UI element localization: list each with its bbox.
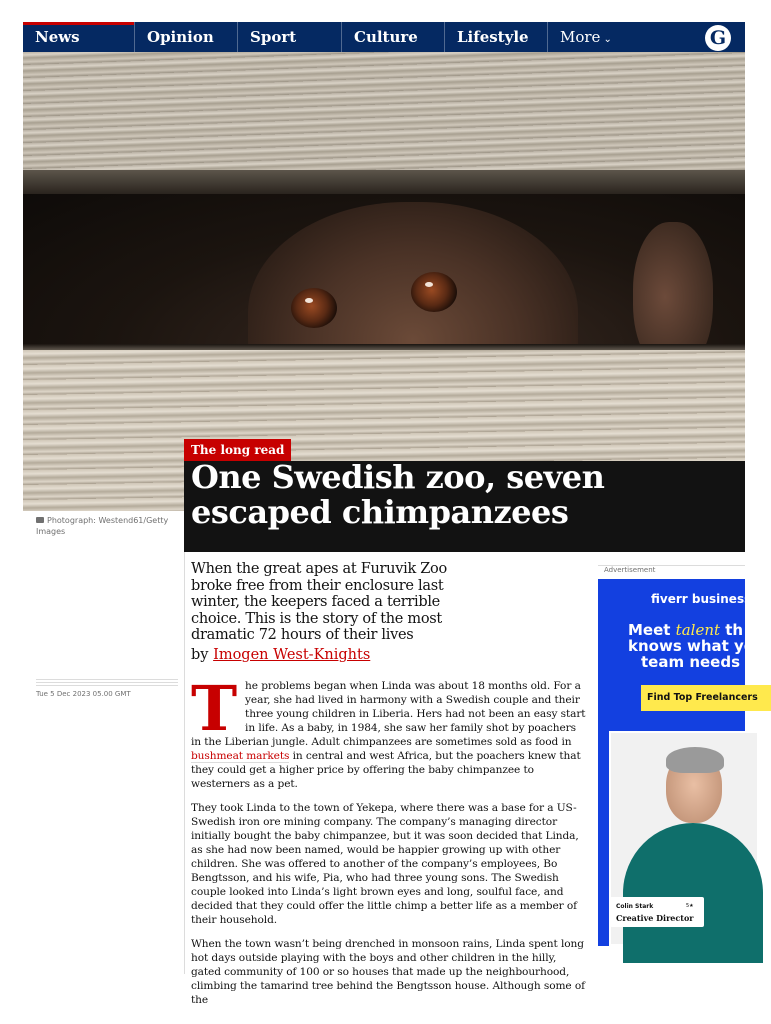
top-navigation [23,22,745,52]
person-hair [666,747,724,773]
ad-label: Advertisement [604,566,656,574]
publish-date: Tue 5 Dec 2023 05.00 GMT [36,690,131,698]
chimp-left-eye [291,288,337,328]
nav-item-culture[interactable]: Culture [341,22,444,52]
wood-plank-top [23,52,745,170]
nav-more-button[interactable] [547,22,637,52]
chimp-right-eye [411,272,457,312]
divider-lines [36,679,178,688]
photo-caption [36,515,176,537]
ad-highlight: talent [675,621,721,639]
byline [191,647,370,663]
nav-item-opinion[interactable]: Opinion [134,22,237,52]
camera-icon [36,517,44,523]
column-divider [184,552,185,974]
ad-person-name: Colin Stark [616,903,654,910]
ad-text: knows what yo [628,637,755,655]
nav-more-label: More [560,28,601,46]
series-kicker[interactable]: The long read [184,439,291,461]
paragraph-text: in central and west Africa, but the poachers knew that they could get a higher price by offering the baby chimpanzee to westerners as a pet. [191,750,581,790]
paragraph-text: he problems began when Linda was about 18 months old. For a year, she had lived in harmony with a Swedish couple and their three young children in Liberia. Hers had not been an easy start in life. As a baby, in 1984, she saw her family shot by poachers in the Liberian jungle. Adult chimpanzees are sometimes sold as food in [191,680,586,748]
advertisement-banner[interactable] [598,579,758,946]
nav-item-sport[interactable]: Sport [237,22,341,52]
paragraph [191,672,587,791]
nav-item-news[interactable]: News [23,22,134,52]
paragraph: They took Linda to the town of Yekepa, where there was a base for a US-Swedish iron ore mining company. The company’s managing director initially bought the baby chimpanzee, but it was soon decided that Linda, as she had now been named, would be happier growing up with other children. She was offered to another of the company’s employees, Bo Bengtsson, and his wife, Pia, who had three young sons. The Swedish couple looked into Linda’s light brown eyes and long, soulful face, and decided that they could offer the little chimp a better life as a member of their household. [191,802,579,926]
ad-person-role: Creative Director [616,913,694,923]
ad-text: th [720,621,744,639]
author-link[interactable]: Imogen West-Knights [213,647,371,663]
article-body [191,672,587,1017]
paragraph: When the town wasn’t being drenched in monsoon rains, Linda spent long hot days outside playing with the boys and other children in the hilly, gated community of 100 or so houses that made up the neighbourhood, climbing the tamarind tree behind the Bengtsson house. Although some of the [191,938,585,1006]
standfirst: When the great apes at Furuvik Zoo broke free from their enclosure last winter, the keepers faced a terrible choice. This is the story of the most dramatic 72 hours of their lives [191,561,447,643]
ad-cta-button[interactable]: Find Top Freelancers [641,685,771,711]
ad-text: Meet [628,621,676,639]
hero-image-chimpanzee [23,52,745,511]
chevron-down-icon: ⌄ [603,34,612,45]
photo-credit: Photograph: Westend61/Getty Images [36,516,169,536]
ad-brand-logo: fiverr business. [651,592,756,606]
guardian-logo-icon[interactable]: G [705,25,731,51]
byline-prefix: by [191,647,209,663]
ad-text: team needs [641,653,741,671]
ad-rating: 5★ [686,903,694,909]
ad-headline [628,622,754,670]
person-shirt [623,823,763,963]
bushmeat-markets-link[interactable]: bushmeat markets [191,750,290,762]
wood-plank-shadow [23,170,745,194]
drop-cap: T [191,672,238,745]
nav-item-lifestyle[interactable]: Lifestyle [444,22,547,52]
ad-name-card [610,897,704,927]
article-headline: One Swedish zoo, seven escaped chimpanzees [191,458,605,531]
